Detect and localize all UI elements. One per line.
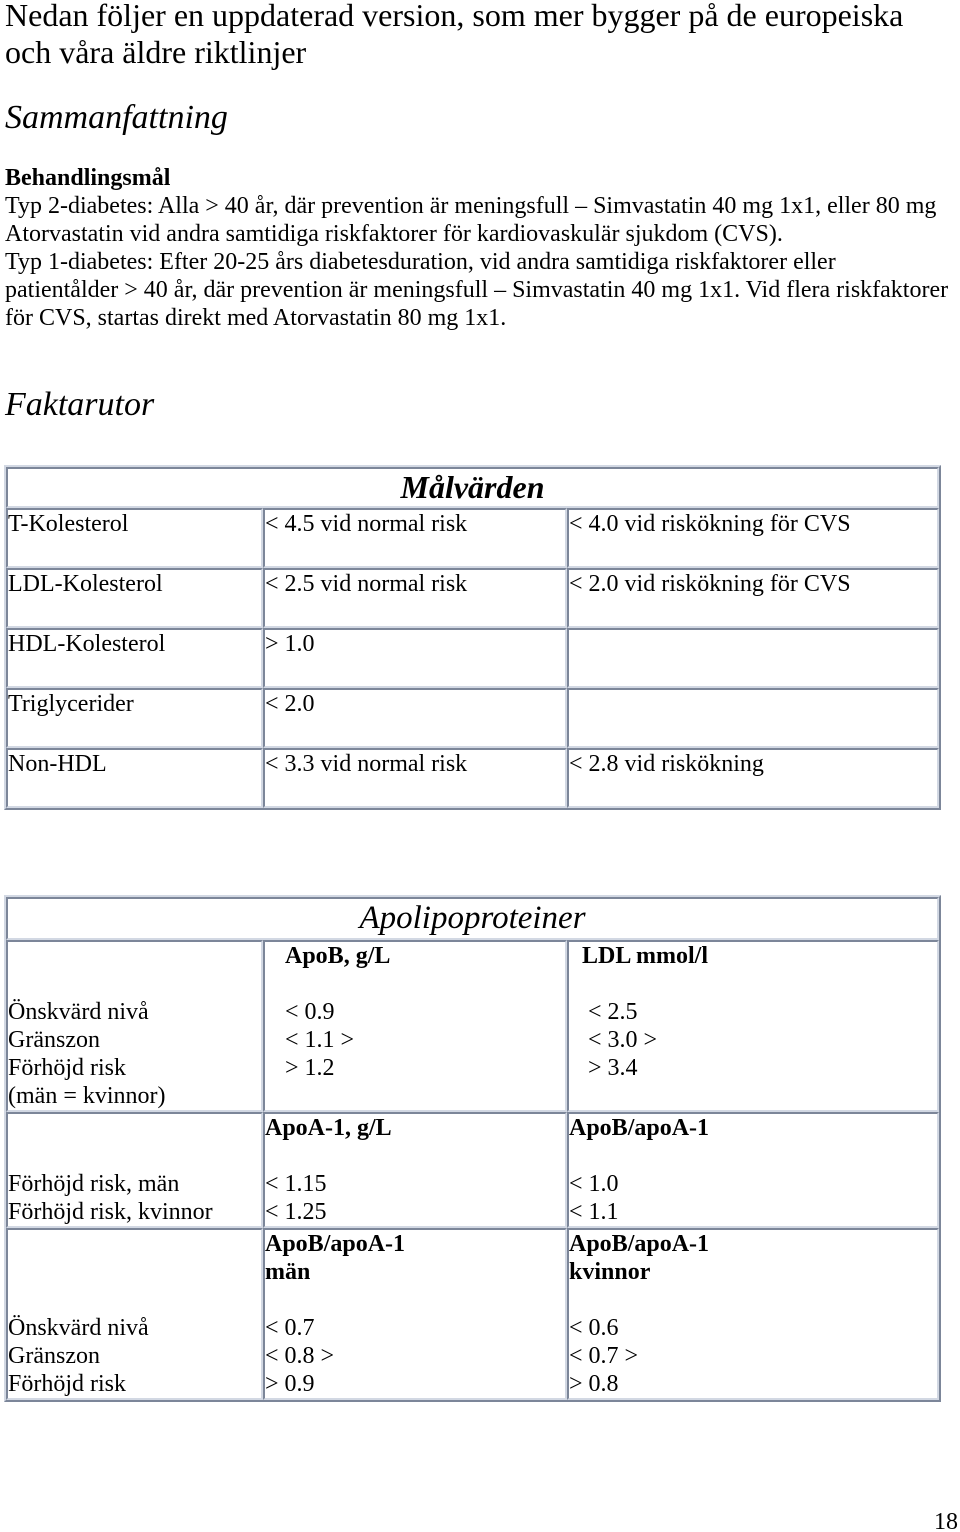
- summary-line: Typ 1-diabetes: Efter 20-25 års diabetesduration, vid andra samtidiga riskfaktorer eller: [5, 249, 836, 275]
- column-header: ApoB/apoA-1: [265, 1231, 406, 1257]
- ratio-women-cell: [567, 1228, 939, 1400]
- threshold-value: < 2.5: [588, 999, 638, 1025]
- target-values-table: [4, 465, 941, 810]
- increased-risk-value: < 2.8 vid riskökning: [569, 751, 764, 777]
- threshold-value: < 1.0: [569, 1171, 619, 1197]
- row-label: Non-HDL: [8, 751, 107, 777]
- threshold-value: > 0.9: [265, 1371, 315, 1397]
- table-row: [6, 748, 939, 808]
- threshold-value: < 0.9: [285, 999, 335, 1025]
- table-title: Målvärden: [6, 467, 939, 508]
- ldl-cell: [567, 940, 939, 1112]
- row-label-cell: [6, 688, 263, 748]
- column-header: män: [265, 1259, 311, 1285]
- summary-line: för CVS, startas direkt med Atorvastatin 80 mg 1x1.: [5, 305, 507, 331]
- table-row: [6, 940, 939, 1112]
- summary-line: patientålder > 40 år, där prevention är meningsfull – Simvastatin 40 mg 1x1. Vid flera riskfaktorer: [5, 277, 949, 303]
- table-title: Apolipoproteiner: [6, 897, 939, 940]
- row-label-cell: [6, 508, 263, 568]
- normal-risk-cell: [263, 688, 567, 748]
- increased-risk-value: [569, 630, 937, 658]
- increased-risk-cell: [567, 628, 939, 688]
- summary-body: [5, 164, 948, 332]
- summary-line: Typ 2-diabetes: Alla > 40 år, där prevention är meningsfull – Simvastatin 40 mg 1x1, eller 80 mg: [5, 193, 937, 219]
- intro-line: och våra äldre riktlinjer: [5, 34, 307, 70]
- table-row: [6, 688, 939, 748]
- section-heading-summary: Sammanfattning: [5, 99, 228, 136]
- threshold-value: < 0.6: [569, 1315, 619, 1341]
- increased-risk-cell: [567, 508, 939, 568]
- threshold-value: > 3.4: [588, 1055, 638, 1081]
- page-number: 18: [934, 1509, 958, 1532]
- threshold-value: < 0.7: [265, 1315, 315, 1341]
- level-label: Gränszon: [8, 1027, 100, 1053]
- table-row: [6, 568, 939, 628]
- increased-risk-value: < 4.0 vid riskökning för CVS: [569, 511, 851, 537]
- normal-risk-cell: [263, 628, 567, 688]
- column-header: ApoB/apoA-1: [569, 1115, 710, 1141]
- threshold-value: > 1.2: [285, 1055, 335, 1081]
- table-header-row: [6, 467, 939, 508]
- level-labels-cell: [6, 940, 263, 1112]
- threshold-value: > 0.8: [569, 1371, 619, 1397]
- level-label: Önskvärd nivå: [8, 1315, 149, 1341]
- apolipoprotein-table: [4, 895, 941, 1402]
- normal-risk-cell: [263, 508, 567, 568]
- ratio-men-cell: [263, 1228, 567, 1400]
- row-label: Triglycerider: [8, 691, 134, 717]
- increased-risk-value: [569, 690, 937, 718]
- level-label: Förhöjd risk, kvinnor: [8, 1199, 213, 1225]
- row-label-cell: [6, 748, 263, 808]
- level-label: Förhöjd risk, män: [8, 1171, 180, 1197]
- summary-line: Atorvastatin vid andra samtidiga riskfaktorer för kardiovaskulär sjukdom (CVS).: [5, 221, 783, 247]
- level-label: Önskvärd nivå: [8, 999, 149, 1025]
- row-label-cell: [6, 628, 263, 688]
- normal-risk-value: < 2.0: [265, 691, 315, 717]
- normal-risk-value: < 4.5 vid normal risk: [265, 511, 468, 537]
- level-label: Gränszon: [8, 1343, 100, 1369]
- table-row: [6, 508, 939, 568]
- apob-cell: [263, 940, 567, 1112]
- level-label: Förhöjd risk: [8, 1371, 127, 1397]
- table-row: [6, 1112, 939, 1228]
- threshold-value: < 3.0 >: [588, 1027, 658, 1053]
- table-row: [6, 628, 939, 688]
- threshold-value: < 1.25: [265, 1199, 327, 1225]
- intro-line: Nedan följer en uppdaterad version, som mer bygger på de europeiska: [5, 0, 904, 33]
- increased-risk-value: < 2.0 vid riskökning för CVS: [569, 571, 851, 597]
- row-label: LDL-Kolesterol: [8, 571, 163, 597]
- level-labels-cell: [6, 1228, 263, 1400]
- normal-risk-value: < 2.5 vid normal risk: [265, 571, 468, 597]
- normal-risk-cell: [263, 748, 567, 808]
- level-labels-cell: [6, 1112, 263, 1228]
- column-header: ApoB/apoA-1: [569, 1231, 710, 1257]
- threshold-value: < 1.1 >: [285, 1027, 355, 1053]
- normal-risk-value: > 1.0: [265, 631, 315, 657]
- column-header: ApoA-1, g/L: [265, 1115, 392, 1141]
- apoa1-cell: [263, 1112, 567, 1228]
- threshold-value: < 1.15: [265, 1171, 327, 1197]
- threshold-value: < 0.8 >: [265, 1343, 335, 1369]
- normal-risk-value: < 3.3 vid normal risk: [265, 751, 468, 777]
- section-heading-fact-boxes: Faktarutor: [5, 386, 155, 423]
- threshold-value: < 1.1: [569, 1199, 619, 1225]
- normal-risk-cell: [263, 568, 567, 628]
- row-label: T-Kolesterol: [8, 511, 129, 537]
- column-header: LDL mmol/l: [582, 943, 709, 969]
- row-label-cell: [6, 568, 263, 628]
- intro-text: [5, 0, 903, 71]
- row-label: HDL-Kolesterol: [8, 631, 166, 657]
- increased-risk-cell: [567, 688, 939, 748]
- subheading-treatment-goals: Behandlingsmål: [5, 165, 171, 191]
- apob-apoa1-ratio-cell: [567, 1112, 939, 1228]
- level-note: (män = kvinnor): [8, 1083, 166, 1109]
- column-header: ApoB, g/L: [285, 943, 391, 969]
- table-row: [6, 1228, 939, 1400]
- column-header: kvinnor: [569, 1259, 651, 1285]
- table-header-row: [6, 897, 939, 940]
- threshold-value: < 0.7 >: [569, 1343, 639, 1369]
- increased-risk-cell: [567, 568, 939, 628]
- increased-risk-cell: [567, 748, 939, 808]
- level-label: Förhöjd risk: [8, 1055, 127, 1081]
